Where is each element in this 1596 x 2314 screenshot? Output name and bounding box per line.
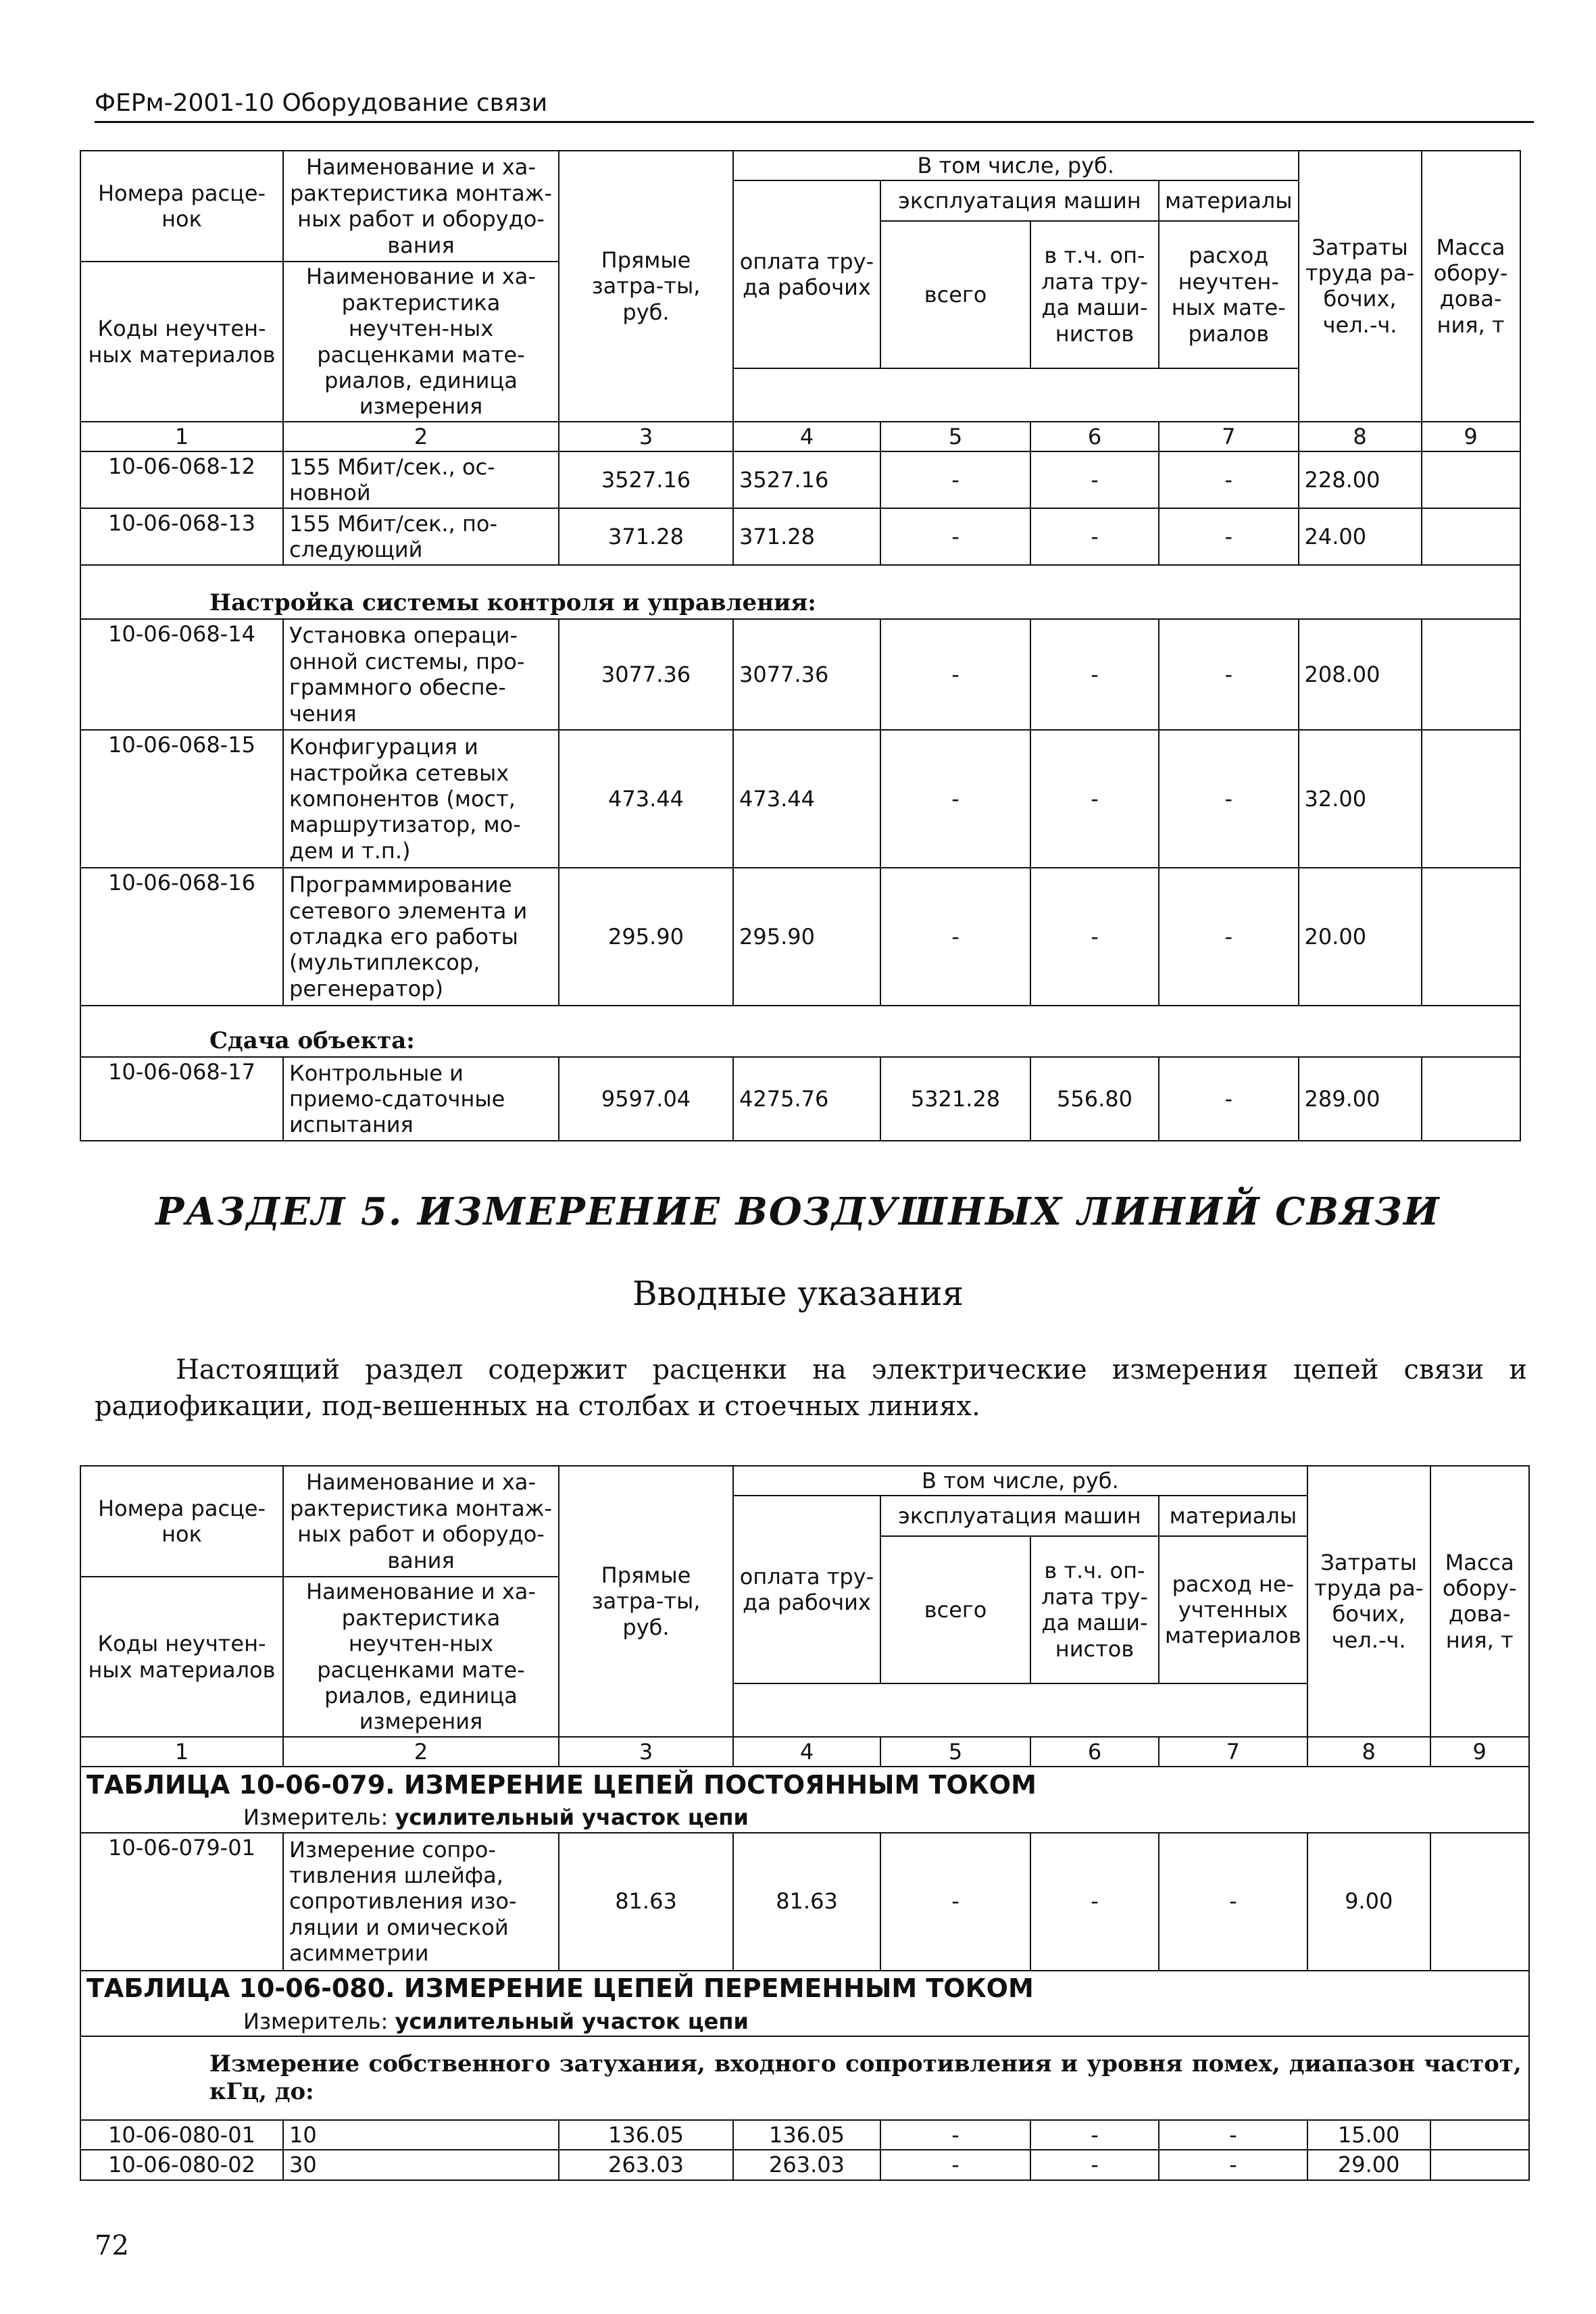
header-machine: эксплуатация машин bbox=[880, 180, 1159, 221]
page-number: 72 bbox=[95, 2230, 129, 2261]
running-header: ФЕРм-2001-10 Оборудование связи bbox=[95, 89, 1534, 123]
header-mass: Масса обору-дова-ния, т bbox=[1430, 1466, 1529, 1737]
table-row: 10-06-068-15 Конфигурация и настройка сетевых компонентов (мост, маршрутизатор, мо-дем и т.п.) 473.44 473.44 - - - 32.00 bbox=[80, 730, 1520, 868]
row-code: 10-06-068-12 bbox=[80, 451, 283, 508]
header-materials: материалы bbox=[1159, 180, 1299, 221]
row-name: Установка операци-онной системы, про-граммного обеспе-чения bbox=[283, 619, 559, 730]
row-code: 10-06-068-13 bbox=[80, 508, 283, 565]
row-name: Измерение сопро-тивления шлейфа, сопротивления изо-ляции и омической асимметрии bbox=[283, 1833, 559, 1971]
row-code: 10-06-080-01 bbox=[80, 2120, 283, 2150]
header-total: всего bbox=[880, 221, 1030, 368]
section-row bbox=[80, 2036, 1529, 2120]
header-mass: Масса обору-дова-ния, т bbox=[1422, 151, 1520, 422]
row-code: 10-06-068-14 bbox=[80, 619, 283, 730]
row-name: Программирование сетевого элемента и отладка его работы (мультиплексор, регенератор) bbox=[283, 868, 559, 1006]
table-080-meter: Измеритель: усилительный участок цепи bbox=[80, 2007, 1529, 2036]
rates-table-2 bbox=[80, 1465, 1530, 2181]
header-labor: Затраты труда ра-бочих, чел.-ч. bbox=[1299, 151, 1422, 422]
row-code: 10-06-068-16 bbox=[80, 868, 283, 1006]
rates-table-1 bbox=[80, 150, 1521, 1141]
table-row: 10-06-068-13 155 Мбит/сек., по-следующий 371.28 371.28 - - - 24.00 bbox=[80, 508, 1520, 565]
meter-row bbox=[80, 2007, 1529, 2036]
section-heading: Измерение собственного затухания, входного сопротивления и уровня помех, диапазон частот, кГц, до: bbox=[80, 2036, 1529, 2120]
header-materials: материалы bbox=[1159, 1496, 1307, 1536]
table-row: 10-06-079-01 Измерение сопро-тивления шлейфа, сопротивления изо-ляции и омической асимметрии 81.63 81.63 - - - 9.00 bbox=[80, 1833, 1529, 1971]
header-mat-codes: Коды неучтен-ных материалов bbox=[80, 262, 283, 421]
row-code: 10-06-080-02 bbox=[80, 2150, 283, 2180]
table-title-row bbox=[80, 1767, 1529, 1803]
section-title: РАЗДЕЛ 5. ИЗМЕРЕНИЕ ВОЗДУШНЫХ ЛИНИЙ СВЯЗИ bbox=[155, 1189, 1441, 1234]
header-unaccounted: расход неучтен-ных мате-риалов bbox=[1159, 221, 1299, 368]
header-total: всего bbox=[880, 1536, 1030, 1683]
section-row bbox=[80, 565, 1520, 619]
header-name: Наименование и ха-рактеристика монтаж-ных работ и оборудо-вания bbox=[283, 151, 559, 262]
header-labor: Затраты труда ра-бочих, чел.-ч. bbox=[1307, 1466, 1430, 1737]
header-mat-codes: Коды неучтен-ных материалов bbox=[80, 1577, 283, 1736]
header-name: Наименование и ха-рактеристика монтаж-ных работ и оборудо-вания bbox=[283, 1466, 559, 1577]
table-row: 10-06-068-12 155 Мбит/сек., ос-новной 3527.16 3527.16 - - - 228.00 bbox=[80, 451, 1520, 508]
header-direct-costs: Прямые затра-ты, руб. bbox=[559, 1466, 733, 1737]
table-080-title: ТАБЛИЦА 10-06-080. ИЗМЕРЕНИЕ ЦЕПЕЙ ПЕРЕМЕННЫМ ТОКОМ bbox=[80, 1971, 1529, 2007]
section-heading: Настройка системы контроля и управления: bbox=[80, 565, 1520, 619]
table-row: 10-06-068-14 Установка операци-онной системы, про-граммного обеспе-чения 3077.36 3077.36 - - - 208.00 bbox=[80, 619, 1520, 730]
intro-paragraph: Настоящий раздел содержит расценки на электрические измерения цепей связи и радиофикации, под-вешенных на столбах и стоечных линиях. bbox=[95, 1354, 1527, 1422]
row-name: 155 Мбит/сек., ос-новной bbox=[283, 451, 559, 508]
section-row bbox=[80, 1006, 1520, 1057]
row-code: 10-06-079-01 bbox=[80, 1833, 283, 1971]
row-name: Контрольные и приемо-сдаточные испытания bbox=[283, 1057, 559, 1141]
table-row: 10-06-080-01 10 136.05 136.05 - - - 15.00 bbox=[80, 2120, 1529, 2150]
column-numbers: 1 2 3 4 5 6 7 8 9 bbox=[80, 422, 1520, 451]
header-machinist: в т.ч. оп-лата тру-да маши-нистов bbox=[1030, 221, 1159, 368]
header-mat-name: Наименование и ха-рактеристика неучтен-ных расценками мате-риалов, единица измерения bbox=[283, 1577, 559, 1736]
header-including: В том числе, руб. bbox=[733, 151, 1299, 180]
table-row: 10-06-080-02 30 263.03 263.03 - - - 29.00 bbox=[80, 2150, 1529, 2180]
header-including: В том числе, руб. bbox=[733, 1466, 1307, 1496]
intro-heading: Вводные указания bbox=[632, 1274, 964, 1313]
table-079-title: ТАБЛИЦА 10-06-079. ИЗМЕРЕНИЕ ЦЕПЕЙ ПОСТОЯННЫМ ТОКОМ bbox=[80, 1767, 1529, 1803]
meter-row bbox=[80, 1803, 1529, 1832]
header-mat-name: Наименование и ха-рактеристика неучтен-ных расценками мате-риалов, единица измерения bbox=[283, 262, 559, 421]
header-wage: оплата тру-да рабочих bbox=[733, 1496, 880, 1683]
header-code: Номера расце-нок bbox=[80, 1466, 283, 1577]
row-name: 10 bbox=[283, 2120, 559, 2150]
header-wage: оплата тру-да рабочих bbox=[733, 180, 880, 368]
header-direct-costs: Прямые затра-ты, руб. bbox=[559, 151, 733, 422]
row-name: Конфигурация и настройка сетевых компонентов (мост, маршрутизатор, мо-дем и т.п.) bbox=[283, 730, 559, 868]
section-heading: Сдача объекта: bbox=[80, 1006, 1520, 1057]
header-code: Номера расце-нок bbox=[80, 151, 283, 262]
row-name: 155 Мбит/сек., по-следующий bbox=[283, 508, 559, 565]
table-row: 10-06-068-16 Программирование сетевого элемента и отладка его работы (мультиплексор, регенератор) 295.90 295.90 - - - 20.00 bbox=[80, 868, 1520, 1006]
table-079-meter: Измеритель: усилительный участок цепи bbox=[80, 1803, 1529, 1832]
header-unaccounted: расход не-учтенных материалов bbox=[1159, 1536, 1307, 1683]
row-code: 10-06-068-17 bbox=[80, 1057, 283, 1141]
header-machine: эксплуатация машин bbox=[880, 1496, 1159, 1536]
header-machinist: в т.ч. оп-лата тру-да маши-нистов bbox=[1030, 1536, 1159, 1683]
row-code: 10-06-068-15 bbox=[80, 730, 283, 868]
table-row: 10-06-068-17 Контрольные и приемо-сдаточные испытания 9597.04 4275.76 5321.28 556.80 - 289.00 bbox=[80, 1057, 1520, 1141]
row-name: 30 bbox=[283, 2150, 559, 2180]
table-title-row bbox=[80, 1971, 1529, 2007]
column-numbers: 1 2 3 4 5 6 7 8 9 bbox=[80, 1737, 1529, 1767]
